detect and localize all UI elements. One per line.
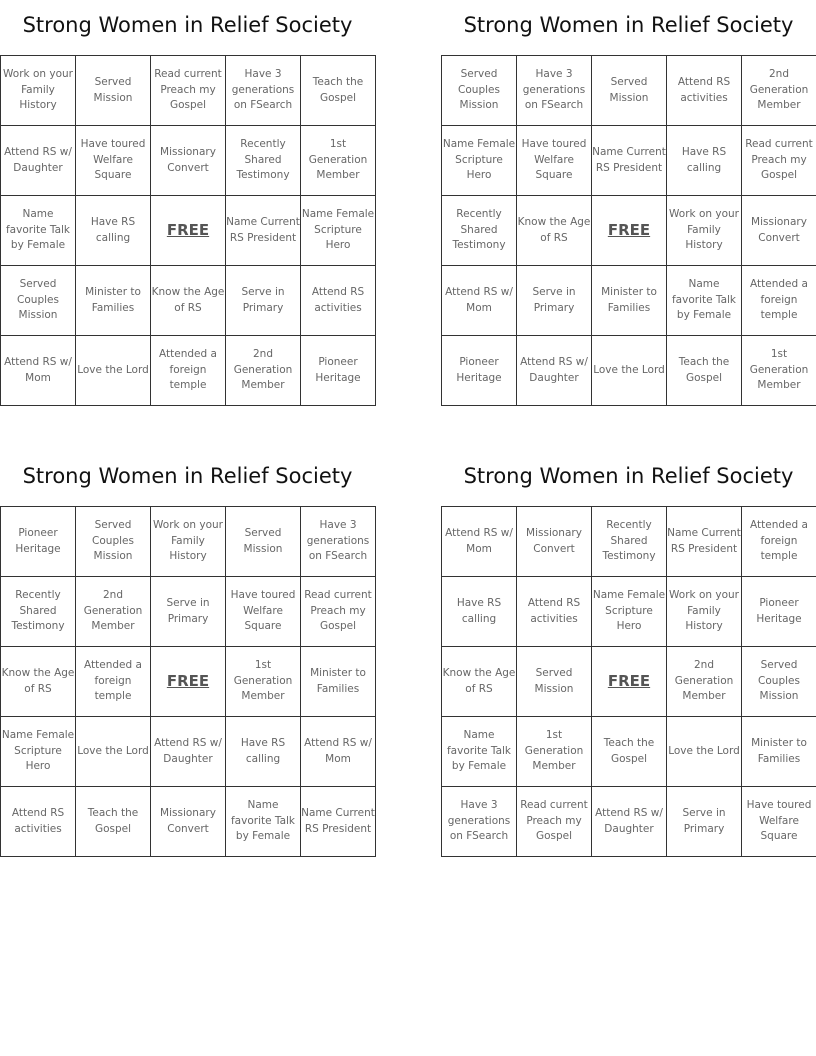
bingo-row xyxy=(442,647,816,717)
bingo-grid xyxy=(441,506,816,857)
bingo-cell: Have 3 generations on FSearch xyxy=(517,56,592,126)
bingo-row xyxy=(442,56,816,126)
bingo-cell: Have toured Welfare Square xyxy=(517,126,592,196)
bingo-card-1 xyxy=(0,13,375,406)
bingo-cell: Name Current RS President xyxy=(226,196,301,266)
bingo-cell: Read current Preach my Gospel xyxy=(517,787,592,857)
bingo-grid xyxy=(0,55,376,406)
bingo-cell: Pioneer Heritage xyxy=(742,577,816,647)
bingo-cell: Know the Age of RS xyxy=(1,647,76,717)
bingo-row xyxy=(1,126,376,196)
bingo-cell: Work on your Family History xyxy=(667,196,742,266)
bingo-row xyxy=(442,577,816,647)
bingo-cell: Love the Lord xyxy=(592,336,667,406)
bingo-cell: Recently Shared Testimony xyxy=(226,126,301,196)
bingo-row xyxy=(442,266,816,336)
bingo-cell: Attend RS w/ Daughter xyxy=(151,717,226,787)
bingo-cell: Know the Age of RS xyxy=(151,266,226,336)
bingo-cell: Attend RS w/ Daughter xyxy=(1,126,76,196)
bingo-cell: Attend RS w/ Daughter xyxy=(592,787,667,857)
bingo-grid xyxy=(441,55,816,406)
bingo-cell: Teach the Gospel xyxy=(76,787,151,857)
bingo-row xyxy=(1,787,376,857)
bingo-cell: Attend RS activities xyxy=(517,577,592,647)
bingo-cell: Know the Age of RS xyxy=(442,647,517,717)
bingo-cell: Pioneer Heritage xyxy=(1,507,76,577)
bingo-row xyxy=(442,126,816,196)
bingo-cell: Read current Preach my Gospel xyxy=(301,577,376,647)
bingo-row xyxy=(1,196,376,266)
bingo-cell: Have toured Welfare Square xyxy=(226,577,301,647)
bingo-cell: Love the Lord xyxy=(76,717,151,787)
bingo-cell: Served Mission xyxy=(592,56,667,126)
card-title: Strong Women in Relief Society xyxy=(22,13,353,37)
bingo-cell: Name Female Scripture Hero xyxy=(442,126,517,196)
bingo-card-2 xyxy=(441,13,816,406)
bingo-cell: Name favorite Talk by Female xyxy=(226,787,301,857)
bingo-cell: Work on your Family History xyxy=(1,56,76,126)
bingo-cell: Love the Lord xyxy=(76,336,151,406)
bingo-cell: Recently Shared Testimony xyxy=(592,507,667,577)
bingo-cell: Name Current RS President xyxy=(592,126,667,196)
bingo-cell: Have RS calling xyxy=(442,577,517,647)
bingo-cell: Missionary Convert xyxy=(517,507,592,577)
bingo-cell: Name Female Scripture Hero xyxy=(301,196,376,266)
bingo-row xyxy=(1,266,376,336)
bingo-cell: Minister to Families xyxy=(742,717,816,787)
free-space: FREE xyxy=(592,647,667,717)
bingo-cell: Name Female Scripture Hero xyxy=(592,577,667,647)
bingo-cell: Attend RS w/ Mom xyxy=(1,336,76,406)
bingo-cell: Serve in Primary xyxy=(151,577,226,647)
bingo-row xyxy=(1,647,376,717)
bingo-cell: Serve in Primary xyxy=(517,266,592,336)
bingo-cell: Pioneer Heritage xyxy=(301,336,376,406)
bingo-cell: Missionary Convert xyxy=(742,196,816,266)
bingo-cell: Know the Age of RS xyxy=(517,196,592,266)
bingo-cell: Attend RS w/ Mom xyxy=(442,507,517,577)
bingo-row xyxy=(442,717,816,787)
bingo-cell: Have RS calling xyxy=(667,126,742,196)
bingo-cell: Missionary Convert xyxy=(151,787,226,857)
bingo-cell: Attend RS w/ Mom xyxy=(301,717,376,787)
bingo-cell: 2nd Generation Member xyxy=(76,577,151,647)
bingo-cell: Attended a foreign temple xyxy=(76,647,151,717)
bingo-cell: Teach the Gospel xyxy=(301,56,376,126)
bingo-cell: 1st Generation Member xyxy=(517,717,592,787)
bingo-cell: Have toured Welfare Square xyxy=(742,787,816,857)
bingo-card-3 xyxy=(0,464,375,857)
bingo-cell: Read current Preach my Gospel xyxy=(742,126,816,196)
bingo-cell: Name favorite Talk by Female xyxy=(442,717,517,787)
bingo-cell: Attend RS activities xyxy=(667,56,742,126)
bingo-cell: 2nd Generation Member xyxy=(742,56,816,126)
bingo-cell: Recently Shared Testimony xyxy=(1,577,76,647)
card-title: Strong Women in Relief Society xyxy=(463,13,794,37)
bingo-cell: Have 3 generations on FSearch xyxy=(226,56,301,126)
bingo-cell: Work on your Family History xyxy=(667,577,742,647)
bingo-cell: 2nd Generation Member xyxy=(667,647,742,717)
bingo-cell: 1st Generation Member xyxy=(742,336,816,406)
bingo-cell: Served Couples Mission xyxy=(76,507,151,577)
bingo-cell: Served Couples Mission xyxy=(442,56,517,126)
bingo-cell: Attend RS w/ Mom xyxy=(442,266,517,336)
bingo-cell: Have 3 generations on FSearch xyxy=(442,787,517,857)
bingo-cell: Minister to Families xyxy=(76,266,151,336)
bingo-cell: Name favorite Talk by Female xyxy=(667,266,742,336)
bingo-cell: Attended a foreign temple xyxy=(742,507,816,577)
bingo-cell: Have RS calling xyxy=(226,717,301,787)
bingo-cell: Read current Preach my Gospel xyxy=(151,56,226,126)
bingo-row xyxy=(1,507,376,577)
bingo-cell: 1st Generation Member xyxy=(301,126,376,196)
bingo-cell: Teach the Gospel xyxy=(592,717,667,787)
bingo-row xyxy=(442,787,816,857)
bingo-cell: Have toured Welfare Square xyxy=(76,126,151,196)
bingo-cell: Served Mission xyxy=(517,647,592,717)
bingo-cell: Minister to Families xyxy=(301,647,376,717)
bingo-cell: Minister to Families xyxy=(592,266,667,336)
bingo-cell: Serve in Primary xyxy=(226,266,301,336)
bingo-cell: Served Mission xyxy=(76,56,151,126)
bingo-row xyxy=(1,56,376,126)
bingo-cell: Love the Lord xyxy=(667,717,742,787)
bingo-cell: Attend RS activities xyxy=(1,787,76,857)
bingo-cell: Name Female Scripture Hero xyxy=(1,717,76,787)
free-space: FREE xyxy=(151,196,226,266)
bingo-cell: Attend RS activities xyxy=(301,266,376,336)
bingo-cell: Missionary Convert xyxy=(151,126,226,196)
free-space: FREE xyxy=(151,647,226,717)
bingo-cell: Recently Shared Testimony xyxy=(442,196,517,266)
bingo-row xyxy=(1,336,376,406)
free-space: FREE xyxy=(592,196,667,266)
bingo-cell: Have RS calling xyxy=(76,196,151,266)
bingo-cell: Name Current RS President xyxy=(301,787,376,857)
bingo-cell: Served Couples Mission xyxy=(742,647,816,717)
card-title: Strong Women in Relief Society xyxy=(463,464,794,488)
bingo-cell: Work on your Family History xyxy=(151,507,226,577)
bingo-cell: Name Current RS President xyxy=(667,507,742,577)
bingo-cell: Pioneer Heritage xyxy=(442,336,517,406)
bingo-cell: Served Couples Mission xyxy=(1,266,76,336)
bingo-card-4 xyxy=(441,464,816,857)
bingo-grid xyxy=(0,506,376,857)
bingo-cell: Have 3 generations on FSearch xyxy=(301,507,376,577)
bingo-row xyxy=(442,196,816,266)
bingo-cell: Attended a foreign temple xyxy=(742,266,816,336)
bingo-cell: 1st Generation Member xyxy=(226,647,301,717)
bingo-cell: Served Mission xyxy=(226,507,301,577)
bingo-cell: Teach the Gospel xyxy=(667,336,742,406)
bingo-row xyxy=(1,717,376,787)
bingo-row xyxy=(442,507,816,577)
bingo-cell: Attended a foreign temple xyxy=(151,336,226,406)
bingo-row xyxy=(442,336,816,406)
bingo-cell: Attend RS w/ Daughter xyxy=(517,336,592,406)
bingo-cell: Name favorite Talk by Female xyxy=(1,196,76,266)
bingo-cell: 2nd Generation Member xyxy=(226,336,301,406)
card-title: Strong Women in Relief Society xyxy=(22,464,353,488)
bingo-row xyxy=(1,577,376,647)
bingo-cell: Serve in Primary xyxy=(667,787,742,857)
